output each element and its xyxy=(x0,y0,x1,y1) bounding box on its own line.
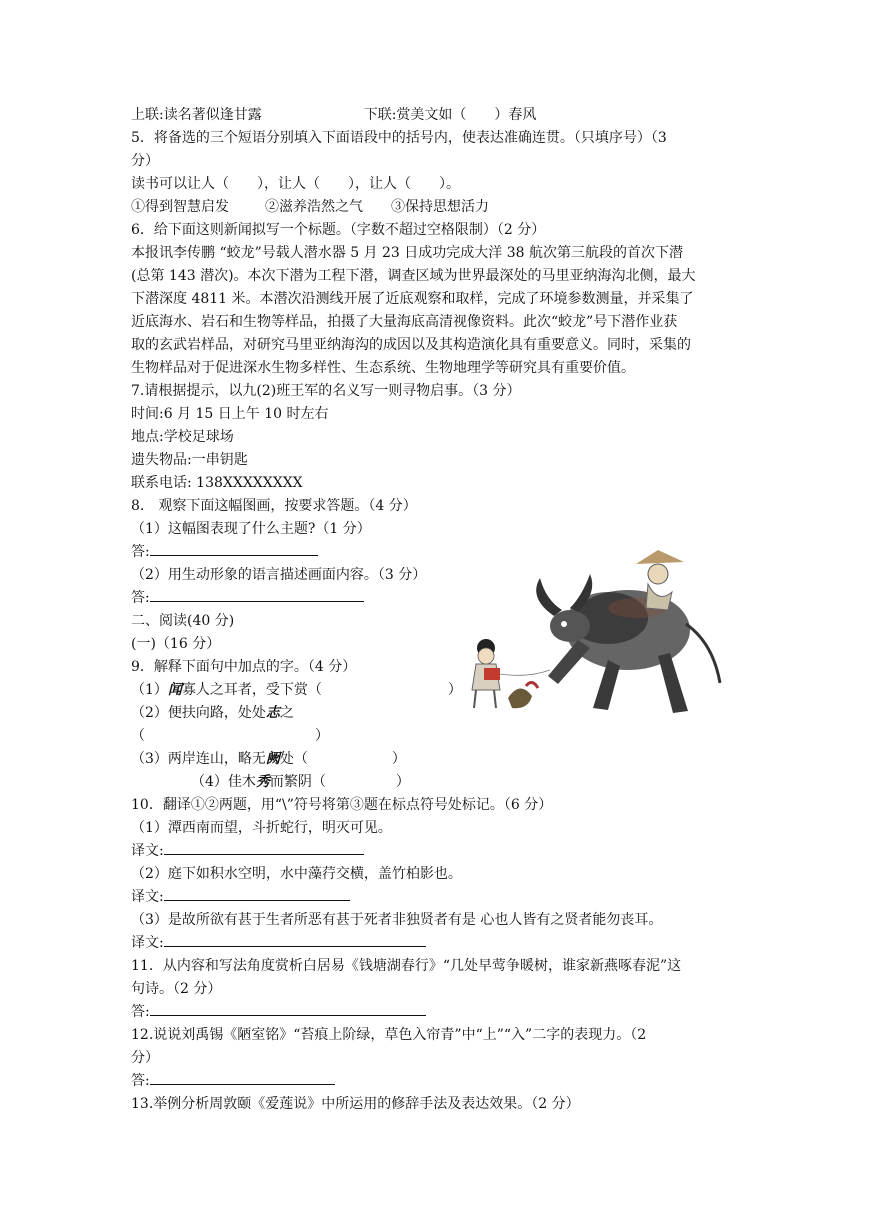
answer-blank[interactable] xyxy=(150,1070,335,1085)
answer-blank[interactable] xyxy=(164,840,364,855)
question-12-title: 12.说说刘禹锡《陋室铭》“苔痕上阶绿，草色入帘青”中“上”“入”二字的表现力。（2 xyxy=(131,1027,647,1043)
question-8-2: （2）用生动形象的语言描述画面内容。（3 分） xyxy=(131,567,427,583)
buffalo-icon xyxy=(536,574,720,713)
answer-line: 答: xyxy=(131,1001,426,1023)
couplet-line: 上联:读名著似逢甘露 下联:赏美文如（ ）春风 xyxy=(131,107,537,123)
question-11-title-cont: 句诗。（2 分） xyxy=(131,981,222,997)
notice-item: 遗失物品:一串钥匙 xyxy=(131,452,248,468)
notice-time: 时间:6 月 15 日上午 10 时左右 xyxy=(131,406,329,422)
question-10-3: （3）是故所欲有甚于生者所恶有甚于死者非独贤者有是 心也人皆有之贤者能勿丧耳。 xyxy=(131,912,663,928)
news-line: 取的玄武岩样品，对研究马里亚纳海沟的成因以及其构造演化具有重要意义。同时，采集的 xyxy=(131,337,691,353)
question-5-title-cont: 分） xyxy=(131,153,159,169)
answer-blank[interactable] xyxy=(150,587,364,602)
question-5-title: 5．将备选的三个短语分别填入下面语段中的括号内，使表达准确连贯。（只填序号）（3 xyxy=(131,130,667,146)
question-12-title-cont: 分） xyxy=(131,1050,159,1066)
question-9-2: （2）便扶向路，处处志之 xyxy=(131,705,294,721)
news-line: 近底海水、岩石和生物等样品，拍摄了大量海底高清视像资料。此次“蛟龙”号下潜作业获 xyxy=(131,314,678,330)
question-9-title: 9．解释下面句中加点的字。（4 分） xyxy=(131,659,357,675)
question-7-title: 7.请根据提示，以九(2)班王军的名义写一则寻物启事。（3 分） xyxy=(131,383,521,399)
question-9-4: （4）佳木秀而繁阴（ ） xyxy=(191,774,410,790)
answer-blank[interactable] xyxy=(164,886,350,901)
question-10-title: 10．翻译①②两题，用“\”符号将第③题在标点符号处标记。（6 分） xyxy=(131,797,553,813)
answer-blank[interactable] xyxy=(150,1001,426,1016)
question-9-2-blank: （ ） xyxy=(131,728,329,744)
notice-phone: 联系电话: 138XXXXXXXX xyxy=(131,475,303,491)
news-line: 下潜深度 4811 米。本潜次沿测线开展了近底观察和取样，完成了环境参数测量，并采集了 xyxy=(131,291,694,307)
question-8-1: （1）这幅图表现了什么主题?（1 分） xyxy=(131,521,371,537)
dotted-char: 秀 xyxy=(255,774,270,790)
subsection-1-title: (一)（16 分） xyxy=(131,636,221,652)
dotted-char: 阙 xyxy=(265,751,280,767)
answer-line: 答: xyxy=(131,541,318,563)
news-line: 本报讯李传鹏 “蛟龙”号载人潜水器 5 月 23 日成功完成大洋 38 航次第三航段的首次下潜 xyxy=(131,245,683,261)
question-6-title: 6．给下面这则新闻拟写一个标题。（字数不超过空格限制）（2 分） xyxy=(131,222,546,238)
news-line: (总第 143 潜次)。本次下潜为工程下潜，调查区域为世界最深处的马里亚纳海沟北侧，最大 xyxy=(131,268,696,284)
notice-place: 地点:学校足球场 xyxy=(131,429,234,445)
question-9-1: （1）闻寡人之耳者，受下赏（ ） xyxy=(131,682,462,698)
dotted-char: 闻 xyxy=(167,682,182,698)
answer-blank[interactable] xyxy=(150,541,318,556)
question-10-2: （2）庭下如积水空明，水中藻荇交横，盖竹柏影也。 xyxy=(131,866,462,882)
news-line: 生物样品对于促进深水生物多样性、生态系统、生物地理学等研究具有重要价值。 xyxy=(131,360,635,376)
answer-line: 答: xyxy=(131,587,364,609)
question-11-title: 11．从内容和写法角度赏析白居易《钱塘湖春行》“几处早莺争暖树，谁家新燕啄春泥”这 xyxy=(131,958,682,974)
question-13-title: 13.举例分析周敦颐《爱莲说》中所运用的修辞手法及表达效果。（2 分） xyxy=(131,1096,580,1112)
dotted-char: 志 xyxy=(265,705,280,721)
buffalo-children-illustration xyxy=(458,548,743,736)
translation-line: 译文: xyxy=(131,840,364,862)
translation-line: 译文: xyxy=(131,932,426,954)
answer-line: 答: xyxy=(131,1070,335,1092)
question-10-1: （1）潭西南而望，斗折蛇行，明灭可见。 xyxy=(131,820,392,836)
question-9-3: （3）两岸连山，略无阙处（ ） xyxy=(131,751,406,767)
girl-with-rooster-icon xyxy=(472,639,550,708)
question-8-title: 8. 观察下面这幅图画，按要求答题。（4 分） xyxy=(131,498,417,514)
question-5-sentence: 读书可以让人（ ），让人（ ），让人（ ）。 xyxy=(131,176,460,192)
translation-line: 译文: xyxy=(131,886,350,908)
section-reading-title: 二、阅读(40 分) xyxy=(131,613,235,629)
question-5-options: ①得到智慧启发 ②滋养浩然之气 ③保持思想活力 xyxy=(131,199,489,215)
answer-blank[interactable] xyxy=(164,932,426,947)
